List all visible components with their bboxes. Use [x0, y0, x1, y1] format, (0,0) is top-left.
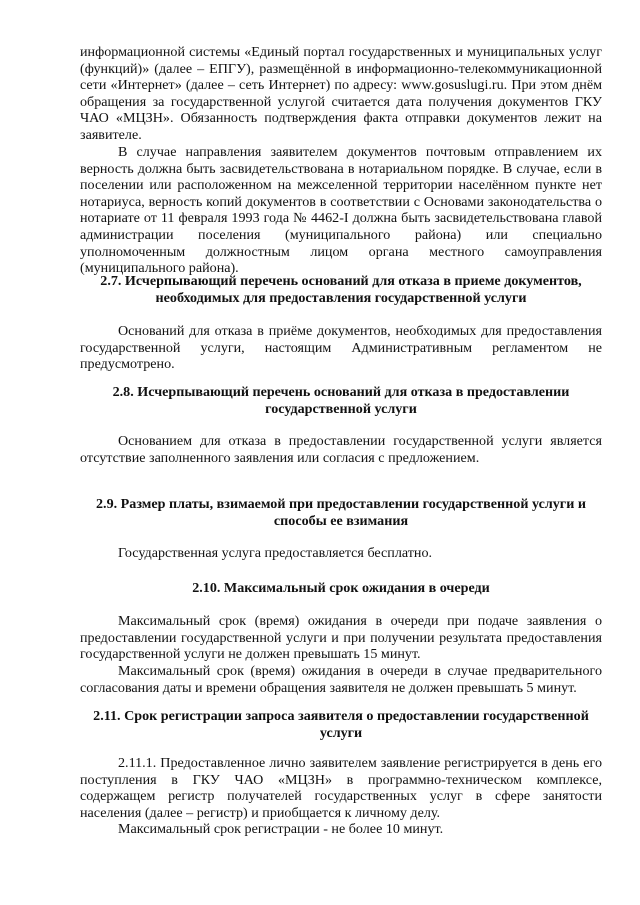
- section-2-7-heading: 2.7. Исчерпывающий перечень оснований для отказа в приеме документов, необходимых для предоставления государственной услуги: [100, 273, 582, 306]
- section-2-11-text-1: 2.11.1. Предоставленное лично заявителем заявление регистрируется в день его поступления в ГКУ ЧАО «МЦЗН» в программно-техническом комплексе, содержащем регистр получателей государственных услуг в сфере занятости населения (далее – регистр) и приобщается к личному делу.: [80, 755, 602, 821]
- section-2-11-heading: 2.11. Срок регистрации запроса заявителя о предоставлении государственной услуги: [93, 708, 589, 741]
- section-2-10-text-2: Максимальный срок (время) ожидания в очереди в случае предварительного согласования даты и времени обращения заявителя не должен превышать 5 минут.: [80, 663, 602, 696]
- section-2-8-heading: 2.8. Исчерпывающий перечень оснований для отказа в предоставлении государственной услуги: [112, 384, 570, 417]
- section-2-7-text: Оснований для отказа в приёме документов, необходимых для предоставления государственной услуги, настоящим Административным регламентом не предусмотрено.: [80, 323, 602, 373]
- postal-paragraph: В случае направления заявителем документов почтовым отправлением их верность должна быть засвидетельствована в нотариальном порядке. В случае, если в поселении или расположенном на межселенной территории населённом пункте нет нотариуса, верность копий документов в соответствии с Основами законодательства о нотариате от 11 февраля 1993 года № 4462-I должна быть засвидетельствована главой администрации поселения (муниципального района) или специально уполномоченным должностным лицом органа местного самоуправления (муниципального района).: [80, 144, 602, 277]
- section-2-9-text: Государственная услуга предоставляется бесплатно.: [118, 545, 433, 561]
- section-2-10-heading: 2.10. Максимальный срок ожидания в очереди: [192, 580, 490, 596]
- intro-paragraph: информационной системы «Единый портал государственных и муниципальных услуг (функций)» (далее – ЕПГУ), размещённой в информационно-телекоммуникационной сети «Интернет» (далее – сеть Интернет) по адресу: www.gosuslugi.ru. При этом днём обращения за государственной услугой считается дата получения документов ГКУ ЧАО «МЦЗН». Обязанность подтверждения факта отправки документов лежит на заявителе.: [80, 44, 602, 143]
- section-2-11-text-2: Максимальный срок регистрации - не более 10 минут.: [118, 821, 444, 837]
- section-2-9-heading: 2.9. Размер платы, взимаемой при предоставлении государственной услуги и способы ее взимания: [96, 496, 586, 529]
- section-2-8-text: Основанием для отказа в предоставлении государственной услуги является отсутствие заполненного заявления или согласия с предложением.: [80, 433, 602, 466]
- section-2-10-text-1: Максимальный срок (время) ожидания в очереди при подаче заявления о предоставлении государственной услуги и при получении результата предоставления государственной услуги не должен превышать 15 минут.: [80, 613, 602, 663]
